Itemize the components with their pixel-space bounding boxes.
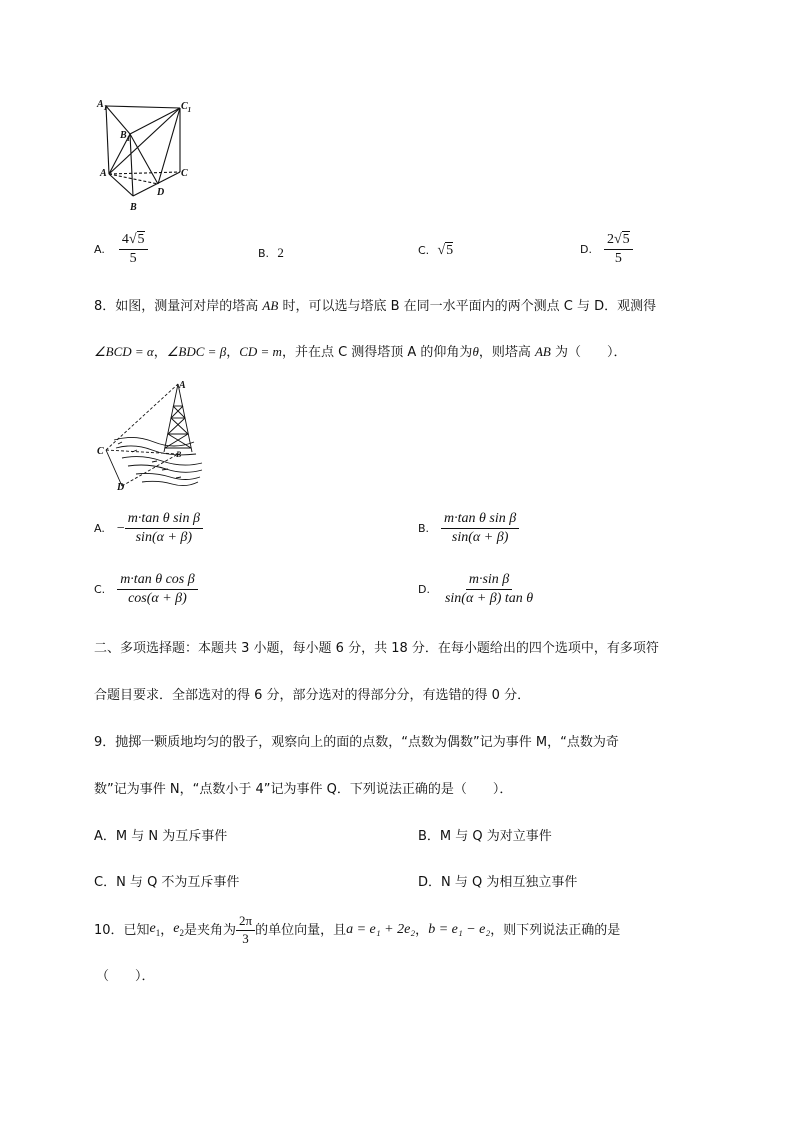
tower-label-d: D — [117, 482, 125, 493]
q8-option-a: A. − $\frac{\text{m·tan θ sin β}}{\sin(\alpha + \beta)}$ — [94, 511, 203, 546]
q8-line2: ∠BCD = α，∠BDC = β，CD = m，并在点 C 测得塔顶 A 的仰角为θ，则塔高 AB 为（ ）． — [94, 344, 627, 360]
q7-option-b: B. 2 — [258, 245, 284, 260]
q9-line2: 数”记为事件 N，“点数小于 4”记为事件 Q．下列说法正确的是（ ）． — [94, 782, 513, 797]
q9-option-d: D．N 与 Q 为相互独立事件 — [418, 875, 578, 890]
q8-option-b: B. $\frac{\text{m·tan θ sin β}}{\sin(\alpha + \beta)}$ — [418, 511, 519, 546]
label-d: D — [157, 187, 165, 198]
section2-line1: 二、多项选择题：本题共 3 小题，每小题 6 分，共 18 分．在每小题给出的四个选项中，有多项符 — [94, 641, 659, 656]
q9-line1: 9．抛掷一颗质地均匀的骰子，观察向上的面的点数，“点数为偶数”记为事件 M，“点数为奇 — [94, 735, 619, 750]
q8-option-c: C. $\frac{\text{m·tan θ cos β}}{\cos(\alpha + \beta)}$ — [94, 572, 198, 607]
tower-label-a: A — [179, 380, 186, 391]
label-b1: $B_1$ — [120, 130, 131, 143]
label-b: B — [130, 202, 137, 213]
q7-option-d: D. $\frac{2√5}{5}$ — [580, 232, 633, 267]
q9-option-b: B．M 与 Q 为对立事件 — [418, 829, 552, 844]
label-c1: $C_1$ — [181, 101, 192, 114]
q9-option-c: C．N 与 Q 不为互斥事件 — [94, 875, 240, 890]
q9-option-a: A．M 与 N 为互斥事件 — [94, 829, 228, 844]
label-a1: $A_1$ — [97, 99, 108, 112]
q8-line1: 8．如图，测量河对岸的塔高 AB 时，可以选与塔底 B 在同一水平面内的两个测点 C 与 D．观测得 — [94, 298, 657, 314]
label-a: A — [100, 168, 107, 179]
q10-line1: 10．已知 $e_1$ ， $e_2$ 是夹角为 $\frac{2\pi}{3}$ 的单位向量，且 a = e₁ + 2e₂ ， b = e₁ − e₂ ，则下列说法正确的是 — [94, 912, 621, 946]
tower-label-c: C — [97, 446, 104, 457]
prism-figure — [92, 98, 202, 218]
label-c: C — [181, 168, 188, 179]
q8-option-d: D. $\frac{\text{m·sin β}}{\text{sin(α + β) tan θ}}$ — [418, 572, 534, 607]
section2-line2: 合题目要求．全部选对的得 6 分，部分选对的得部分分，有选错的得 0 分． — [94, 688, 531, 703]
tower-label-b: B — [176, 450, 182, 459]
tower-figure — [92, 378, 207, 496]
q10-line2: （ ）． — [96, 969, 155, 984]
q7-option-a: A. $\frac{4√5}{5}$ — [94, 232, 148, 267]
q7-option-c: C. √5 — [418, 243, 454, 258]
